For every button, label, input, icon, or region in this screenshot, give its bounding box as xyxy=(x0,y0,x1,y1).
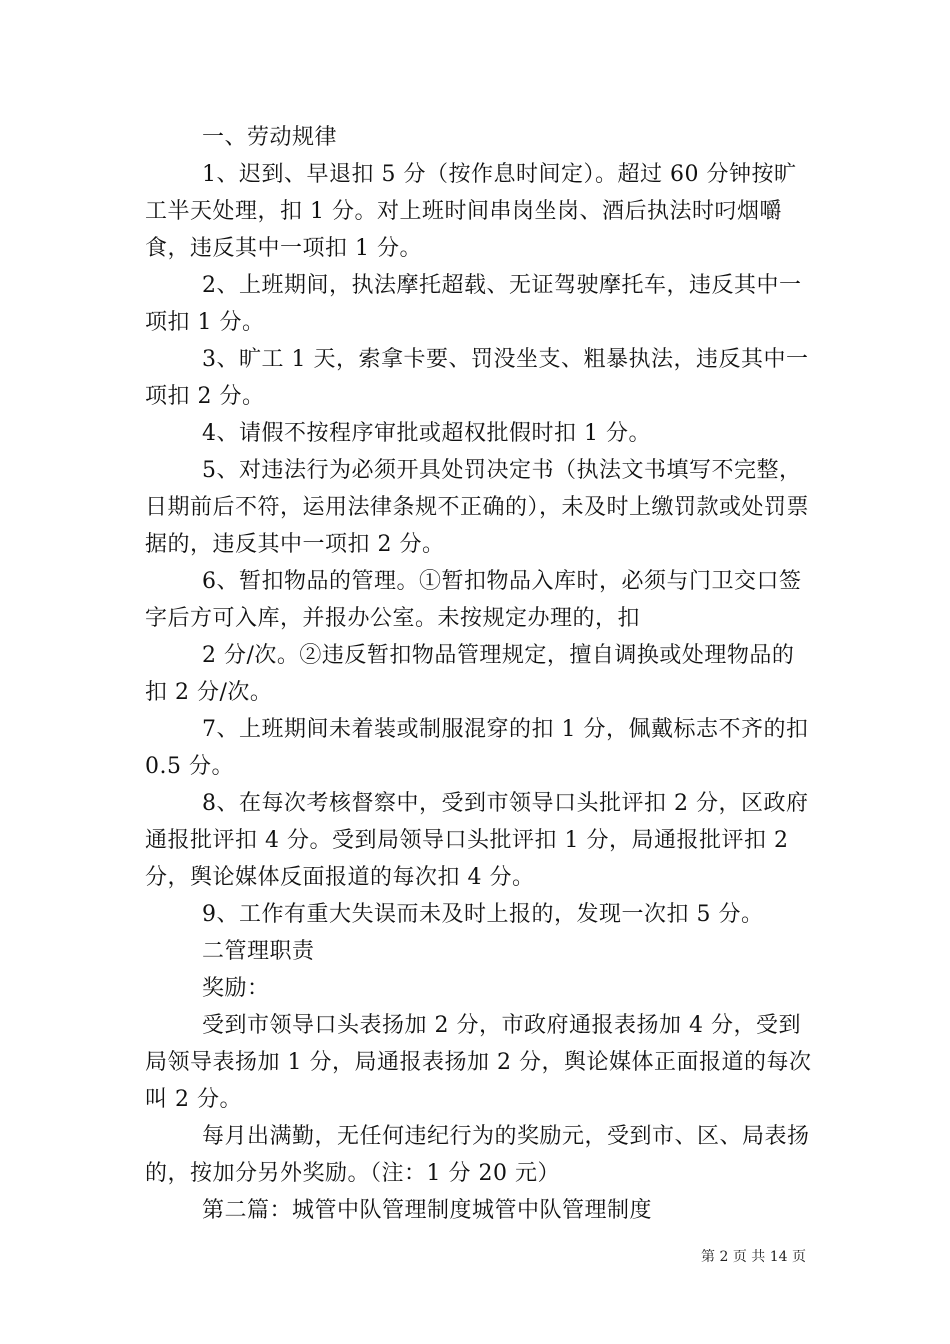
document-body xyxy=(145,119,815,1229)
rule-item-5: 5、对违法行为必须开具处罚决定书（执法文书填写不完整，日期前后不符，运用法律条规不正确的），未及时上缴罚款或处罚票据的，违反其中一项扣 2 分。 xyxy=(145,458,810,557)
reward-item-attendance: 每月出满勤，无任何违纪行为的奖励元，受到市、区、局表扬的，按加分另外奖励。（注：1 分 20 元） xyxy=(145,1124,810,1186)
rule-item-6: 6、暂扣物品的管理。①暂扣物品入库时，必须与门卫交口签字后方可入库，并报办公室。未按规定办理的，扣 xyxy=(145,569,802,631)
rule-item-9: 9、工作有重大失误而未及时上报的，发现一次扣 5 分。 xyxy=(202,902,764,927)
section-heading-labor-discipline: 一、劳动规律 xyxy=(202,125,338,150)
rule-item-1: 1、迟到、早退扣 5 分（按作息时间定）。超过 60 分钟按旷工半天处理，扣 1 分。对上班时间串岗坐岗、酒后执法时叼烟嚼食，违反其中一项扣 1 分。 xyxy=(145,162,797,261)
rewards-heading: 奖励： xyxy=(202,976,270,1001)
section-heading-management-duties: 二管理职责 xyxy=(202,939,315,964)
page-number-footer: 第 2 页 共 14 页 xyxy=(701,1249,806,1265)
rule-item-8: 8、在每次考核督察中，受到市领导口头批评扣 2 分，区政府通报批评扣 4 分。受到局领导口头批评扣 1 分，局通报批评扣 2 分，舆论媒体反面报道的每次扣 4 分。 xyxy=(145,791,809,890)
rule-item-3: 3、旷工 1 天，索拿卡要、罚没坐支、粗暴执法，违反其中一项扣 2 分。 xyxy=(145,347,809,409)
rule-item-6-continued: 2 分/次。②违反暂扣物品管理规定，擅自调换或处理物品的扣 2 分/次。 xyxy=(145,643,795,705)
chapter-heading-part-two: 第二篇：城管中队管理制度城管中队管理制度 xyxy=(202,1198,653,1223)
rule-item-4: 4、请假不按程序审批或超权批假时扣 1 分。 xyxy=(202,421,651,446)
reward-item-praise: 受到市领导口头表扬加 2 分，市政府通报表扬加 4 分，受到局领导表扬加 1 分，局通报表扬加 2 分，舆论媒体正面报道的每次叫 2 分。 xyxy=(145,1013,812,1112)
rule-item-7: 7、上班期间未着装或制服混穿的扣 1 分，佩戴标志不齐的扣 0.5 分。 xyxy=(145,717,809,779)
rule-item-2: 2、上班期间，执法摩托超载、无证驾驶摩托车，违反其中一项扣 1 分。 xyxy=(145,273,802,335)
